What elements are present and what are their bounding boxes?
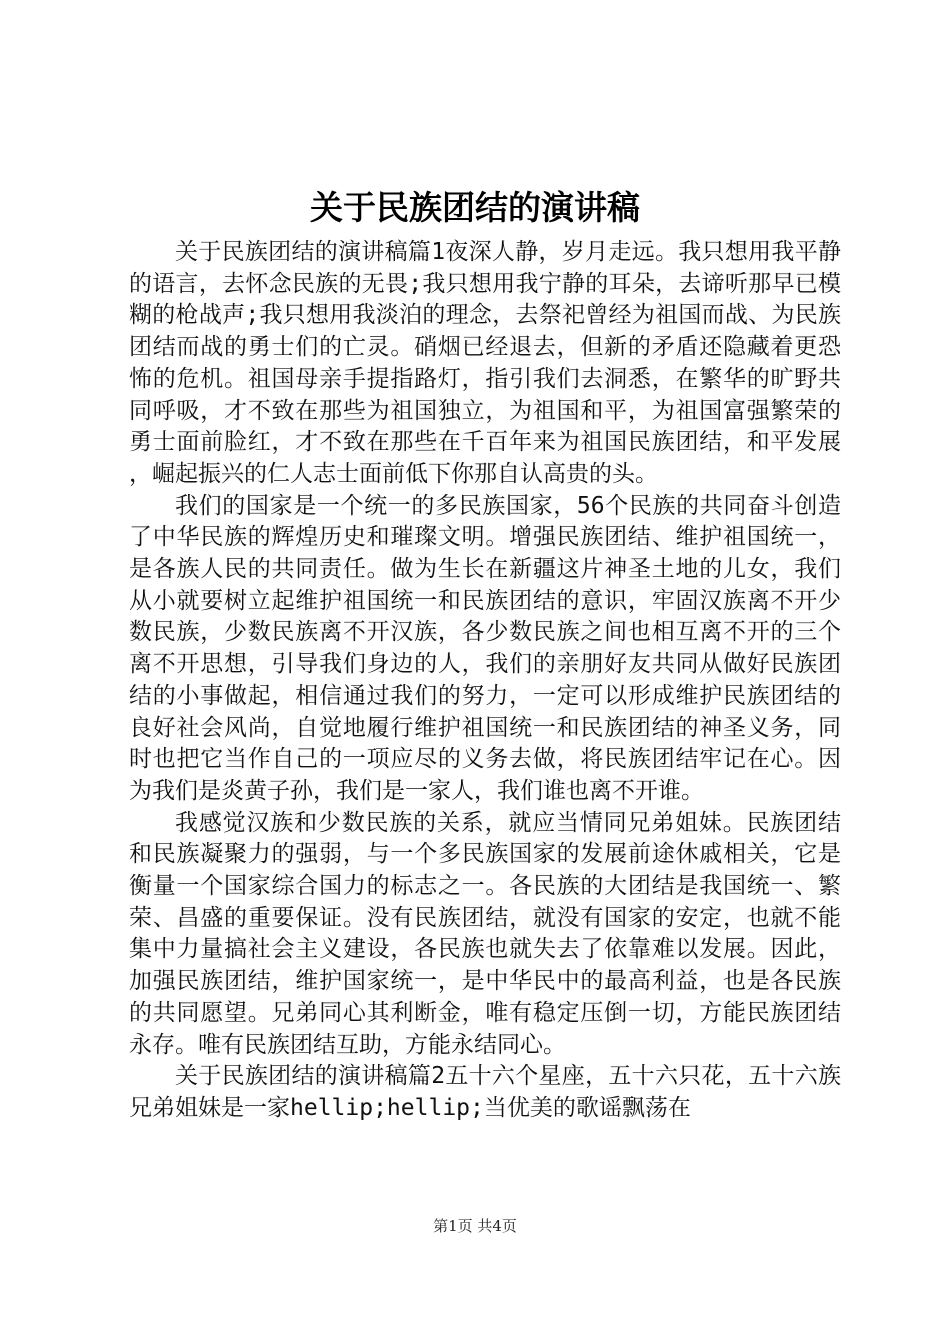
page-number-footer: 第1页 共4页: [433, 1217, 517, 1235]
paragraph: 关于民族团结的演讲稿篇2五十六个星座，五十六只花，五十六族兄弟姐妹是一家hellip;hellip;当优美的歌谣飘荡在: [129, 1063, 841, 1121]
paragraph: 我们的国家是一个统一的多民族国家，56个民族的共同奋斗创造了中华民族的辉煌历史和璀璨文明。增强民族团结、维护祖国统一，是各族人民的共同责任。做为生长在新疆这片神圣土地的儿女，我们从小就要树立起维护祖国统一和民族团结的意识，牢固汉族离不开少数民族，少数民族离不开汉族，各少数民族之间也相互离不开的三个离不开思想，引导我们身边的人，我们的亲朋好友共同从做好民族团结的小事做起，相信通过我们的努力，一定可以形成维护民族团结的良好社会风尚，自觉地履行维护祖国统一和民族团结的神圣义务，同时也把它当作自己的一项应尽的义务去做，将民族团结牢记在心。因为我们是炎黄子孙，我们是一家人，我们谁也离不开谁。: [129, 492, 841, 804]
paragraph: 关于民族团结的演讲稿篇1夜深人静，岁月走远。我只想用我平静的语言，去怀念民族的无畏;我只想用我宁静的耳朵，去谛听那早已模糊的枪战声;我只想用我淡泊的理念，去祭祀曾经为祖国而战、为民族团结而战的勇士们的亡灵。硝烟已经退去，但新的矛盾还隐藏着更恐怖的危机。祖国母亲手提指路灯，指引我们去洞悉，在繁华的旷野共同呼吸，才不致在那些为祖国独立，为祖国和平，为祖国富强繁荣的勇士面前脸红，才不致在那些在千百年来为祖国民族团结，和平发展，崛起振兴的仁人志士面前低下你那自认高贵的头。: [129, 239, 841, 487]
paragraph: 我感觉汉族和少数民族的关系，就应当情同兄弟姐妹。民族团结和民族凝聚力的强弱，与一个多民族国家的发展前途休戚相关，它是衡量一个国家综合国力的标志之一。各民族的大团结是我国统一、繁荣、昌盛的重要保证。没有民族团结，就没有国家的安定，也就不能集中力量搞社会主义建设，各民族也就失去了依靠难以发展。因此，加强民族团结，维护国家统一，是中华民中的最高利益，也是各民族的共同愿望。兄弟同心其利断金，唯有稳定压倒一切，方能民族团结永存。唯有民族团结互助，方能永结同心。: [129, 809, 841, 1058]
document-body: [129, 237, 841, 1125]
page-title: 关于民族团结的演讲稿: [310, 188, 640, 227]
